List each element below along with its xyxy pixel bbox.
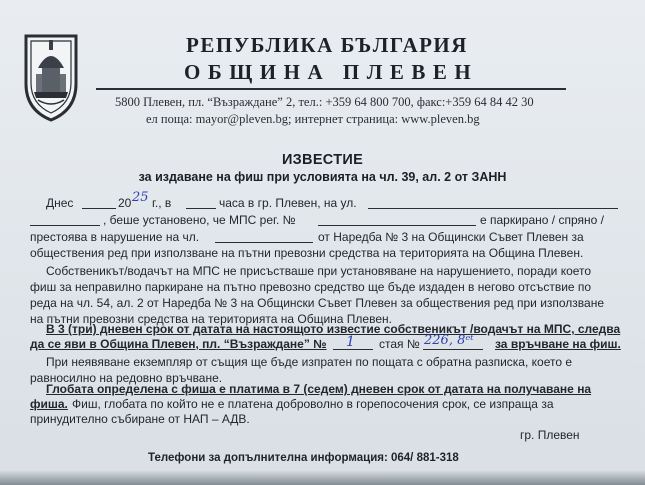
street-blank	[368, 208, 618, 209]
time-location-label: часа в гр. Плевен, на ул.	[219, 196, 357, 210]
fine-unpaid-line-2: Фиш, глобата по който не е платена доброволно в горепосочения срок, се изпраща за	[72, 397, 554, 411]
non-appearance-line-2: равносилно на редовно връчване.	[30, 371, 223, 385]
owner-absent-line-2: фиш за неправилно паркиране на пътно превозно средство ще бъде издаден в негово отсъствие по	[30, 280, 592, 294]
pleven-coat-of-arms-icon	[20, 26, 82, 124]
footer-phones: Телефони за допълнителна информация: 064/ 881-318	[148, 452, 459, 464]
header-address: 5800 Плевен, пл. “Възраждане” 2, тел.: +359 64 800 700, факс:+359 64 84 42 30	[115, 95, 534, 109]
hour-blank	[186, 208, 216, 209]
fine-payable-ticket: фиша.	[30, 397, 68, 411]
violation-text: престоява в нарушение на чл.	[30, 230, 200, 244]
notice-subtitle: за издаване на фиш при условията на чл. 39, ал. 2 от ЗАНН	[138, 170, 507, 184]
registration-blank	[318, 225, 476, 226]
handwritten-door-number: 1	[346, 334, 355, 350]
header-divider	[96, 88, 566, 90]
fine-unpaid-line-3: принудително събиране от НАП – АДВ.	[30, 412, 250, 426]
non-appearance-line-1: При неявяване екземпляр от същия ще бъде изпратен по пощата с обратна разписка, което е	[46, 355, 573, 369]
city-signature: гр. Плевен	[520, 428, 580, 442]
date-label: Днес	[46, 196, 74, 210]
owner-absent-line-1: Собственикът/водачът на МПС не присъстваше при установяване на нарушението, поради което	[46, 264, 592, 278]
owner-absent-line-3: реда на чл. 54, ал. 2 от Наредба № 3 на Общински Съвет Плевен за обществения ред при използване	[30, 296, 605, 310]
ticket-delivery-text: за връчване на фиш.	[495, 337, 621, 351]
three-day-term-line-1: В 3 (три) дневен срок от датата на настоящото известие собственикът /водачът на МПС, следва	[46, 322, 621, 336]
header-country: РЕПУБЛИКА БЪЛГАРИЯ	[186, 33, 468, 57]
header-municipality: ОБЩИНА ПЛЕВЕН	[184, 60, 479, 84]
appear-at-municipality: да се яви в Община Плевен, пл. “Възраждане” №	[30, 337, 327, 351]
parked-text: е паркирано / спряно /	[480, 213, 604, 227]
article-blank	[215, 242, 313, 243]
fine-payable-line-1: Глобата определена с фиша е платима в 7 (седем) дневен срок от датата на получаване на	[46, 382, 592, 396]
public-order-text: обществения ред при използване на пътни превозни средства на територията на Община Плевен.	[30, 246, 584, 260]
bottom-shadow	[0, 470, 645, 485]
room-number-blank	[423, 349, 483, 350]
century-prefix: 20	[118, 196, 132, 210]
handwritten-year: 25	[132, 190, 149, 205]
year-suffix: г., в	[152, 196, 172, 210]
owner-absent-line-4: на пътни превозни средства на територията на Община Плевен.	[30, 312, 392, 326]
day-blank	[82, 208, 116, 209]
header-contacts: ел поща: mayor@pleven.bg; интернет страница: www.pleven.bg	[146, 112, 480, 126]
established-text: , беше установено, че МПС рег. №	[103, 213, 296, 227]
room-label: стая №	[379, 337, 420, 351]
notice-title: ИЗВЕСТИЕ	[281, 152, 364, 168]
ordinance-text: от Наредба № 3 на Общински Съвет Плевен за	[318, 230, 584, 244]
street-continued-blank	[30, 225, 100, 226]
handwritten-room-number: 226, 8ᵉᵗ	[424, 333, 474, 348]
